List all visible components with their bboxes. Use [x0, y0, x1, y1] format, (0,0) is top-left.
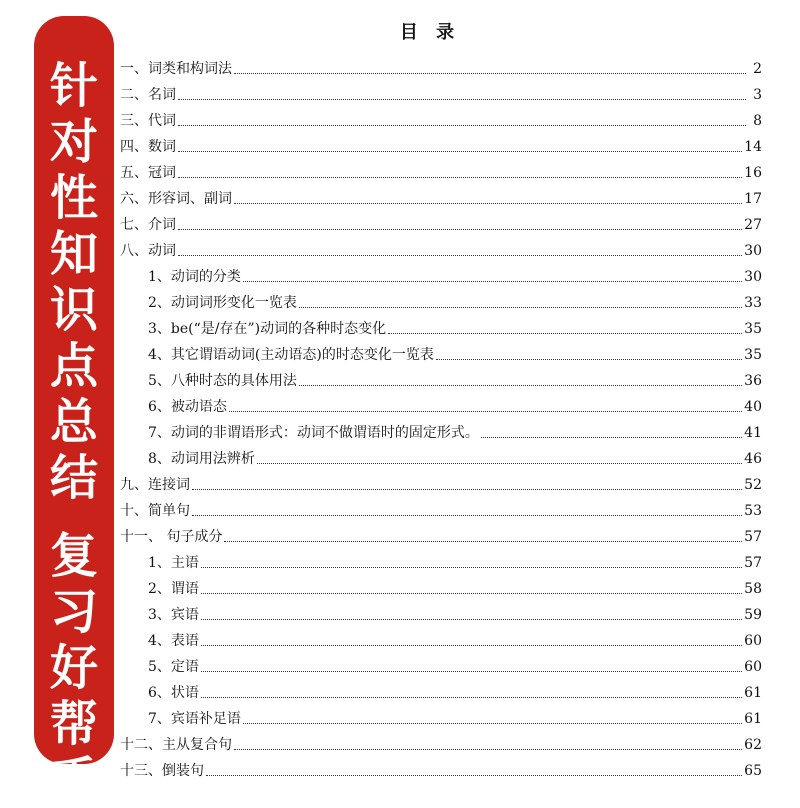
toc-entry[interactable] — [120, 575, 762, 601]
toc-entry-label: 5、定语 — [148, 659, 199, 675]
toc-entry[interactable] — [120, 133, 762, 159]
toc-entry[interactable] — [120, 549, 762, 575]
toc-entry-label: 十三、倒装句 — [120, 763, 204, 779]
toc-entry-page: 30 — [744, 269, 762, 285]
dot-leader — [178, 229, 742, 230]
promo-banner — [34, 16, 114, 808]
toc-entry-page: 60 — [744, 659, 762, 675]
toc-entry-page: 57 — [744, 529, 762, 545]
toc-entry[interactable] — [120, 367, 762, 393]
toc-entry-page: 2 — [753, 61, 762, 77]
dot-leader — [201, 567, 742, 568]
dot-leader — [178, 125, 746, 126]
dot-leader — [234, 73, 746, 74]
dot-leader — [201, 619, 742, 620]
toc-entry-label: 7、宾语补足语 — [148, 711, 241, 727]
toc-entry-page: 41 — [744, 425, 762, 441]
toc-entry-label: 2、谓语 — [148, 581, 199, 597]
toc-entry[interactable] — [120, 55, 762, 81]
toc-entry-page: 16 — [744, 165, 762, 181]
toc-entry-label: 十一、 句子成分 — [120, 529, 223, 545]
table-of-contents — [120, 55, 762, 783]
toc-entry-page: 62 — [744, 737, 762, 753]
dot-leader — [192, 515, 742, 516]
toc-entry[interactable] — [120, 757, 762, 783]
dot-leader — [201, 671, 742, 672]
toc-entry[interactable] — [120, 653, 762, 679]
toc-entry[interactable] — [120, 393, 762, 419]
toc-entry[interactable] — [120, 731, 762, 757]
banner-char: 对 — [49, 114, 98, 170]
toc-entry-label: 7、动词的非谓语形式：动词不做谓语时的固定形式。 — [148, 425, 479, 441]
toc-entry-label: 2、动词词形变化一览表 — [148, 295, 297, 311]
toc-entry[interactable] — [120, 341, 762, 367]
toc-entry-page: 46 — [744, 451, 762, 467]
toc-entry-label: 三、代词 — [120, 113, 176, 129]
banner-char: 习 — [49, 584, 98, 640]
banner-char: 结 — [49, 450, 98, 506]
toc-entry-page: 58 — [744, 581, 762, 597]
toc-entry-label: 七、介词 — [120, 217, 176, 233]
toc-entry-label: 5、八种时态的具体用法 — [148, 373, 297, 389]
toc-entry-label: 二、名词 — [120, 87, 176, 103]
banner-char: 手 — [49, 752, 98, 808]
toc-entry-page: 27 — [744, 217, 762, 233]
toc-entry-label: 八、动词 — [120, 243, 176, 259]
toc-entry-label: 五、冠词 — [120, 165, 176, 181]
banner-char: 知 — [49, 226, 98, 282]
banner-char: 好 — [49, 640, 98, 696]
toc-entry-label: 1、主语 — [148, 555, 199, 571]
toc-entry-label: 一、词类和构词法 — [120, 61, 232, 77]
dot-leader — [234, 749, 742, 750]
toc-entry[interactable] — [120, 185, 762, 211]
toc-entry[interactable] — [120, 263, 762, 289]
toc-entry[interactable] — [120, 679, 762, 705]
toc-entry-label: 六、形容词、副词 — [120, 191, 232, 207]
dot-leader — [201, 645, 742, 646]
toc-entry-label: 4、其它谓语动词(主动语态)的时态变化一览表 — [148, 347, 434, 363]
banner-char: 针 — [49, 58, 98, 114]
banner-char: 点 — [49, 338, 98, 394]
dot-leader — [481, 437, 742, 438]
toc-entry-page: 40 — [744, 399, 762, 415]
toc-entry-page: 53 — [744, 503, 762, 519]
banner-line-2 — [50, 528, 98, 808]
dot-leader — [206, 775, 742, 776]
toc-entry-label: 3、宾语 — [148, 607, 199, 623]
toc-entry-label: 1、动词的分类 — [148, 269, 241, 285]
dot-leader — [243, 281, 742, 282]
toc-entry[interactable] — [120, 315, 762, 341]
toc-entry[interactable] — [120, 107, 762, 133]
toc-entry-page: 60 — [744, 633, 762, 649]
dot-leader — [229, 411, 742, 412]
dot-leader — [243, 723, 742, 724]
toc-entry-label: 九、连接词 — [120, 477, 190, 493]
banner-line-1 — [50, 58, 98, 506]
dot-leader — [436, 359, 742, 360]
toc-entry[interactable] — [120, 81, 762, 107]
toc-entry-page: 57 — [744, 555, 762, 571]
toc-entry[interactable] — [120, 497, 762, 523]
dot-leader — [257, 463, 742, 464]
toc-entry-page: 17 — [744, 191, 762, 207]
banner-char: 总 — [49, 394, 98, 450]
toc-entry[interactable] — [120, 211, 762, 237]
toc-entry[interactable] — [120, 237, 762, 263]
dot-leader — [178, 255, 742, 256]
toc-entry-page: 35 — [744, 347, 762, 363]
toc-entry[interactable] — [120, 705, 762, 731]
toc-entry-page: 59 — [744, 607, 762, 623]
dot-leader — [388, 333, 742, 334]
dot-leader — [192, 489, 742, 490]
toc-entry-label: 四、数词 — [120, 139, 176, 155]
toc-entry[interactable] — [120, 601, 762, 627]
toc-entry-page: 65 — [744, 763, 762, 779]
toc-entry[interactable] — [120, 419, 762, 445]
toc-entry[interactable] — [120, 445, 762, 471]
toc-title: 目 录 — [399, 22, 461, 43]
toc-entry-page: 61 — [744, 685, 762, 701]
toc-entry-page: 14 — [744, 139, 762, 155]
dot-leader — [224, 541, 742, 542]
toc-entry-label: 6、状语 — [148, 685, 199, 701]
toc-entry[interactable] — [120, 627, 762, 653]
toc-entry-label: 十二、主从复合句 — [120, 737, 232, 753]
toc-entry[interactable] — [120, 289, 762, 315]
toc-entry-page: 35 — [744, 321, 762, 337]
banner-char: 复 — [49, 528, 98, 584]
toc-entry-page: 33 — [744, 295, 762, 311]
dot-leader — [178, 177, 742, 178]
dot-leader — [201, 593, 742, 594]
dot-leader — [178, 151, 742, 152]
toc-entry-label: 十、简单句 — [120, 503, 190, 519]
toc-entry[interactable] — [120, 471, 762, 497]
dot-leader — [299, 307, 742, 308]
toc-entry-label: 8、动词用法辨析 — [148, 451, 255, 467]
banner-char: 性 — [49, 170, 98, 226]
toc-entry-page: 8 — [753, 113, 762, 129]
toc-entry-label: 4、表语 — [148, 633, 199, 649]
toc-entry-page: 36 — [744, 373, 762, 389]
toc-entry-page: 52 — [744, 477, 762, 493]
dot-leader — [178, 99, 746, 100]
toc-entry-page: 30 — [744, 243, 762, 259]
dot-leader — [234, 203, 742, 204]
toc-entry-page: 3 — [753, 87, 762, 103]
toc-entry[interactable] — [120, 159, 762, 185]
toc-entry[interactable] — [120, 523, 762, 549]
banner-char: 帮 — [49, 696, 98, 752]
toc-entry-page: 61 — [744, 711, 762, 727]
banner-char: 识 — [49, 282, 98, 338]
dot-leader — [299, 385, 742, 386]
toc-entry-label: 3、be(“是/存在”)动词的各种时态变化 — [148, 321, 387, 337]
toc-entry-label: 6、被动语态 — [148, 399, 227, 415]
dot-leader — [201, 697, 742, 698]
